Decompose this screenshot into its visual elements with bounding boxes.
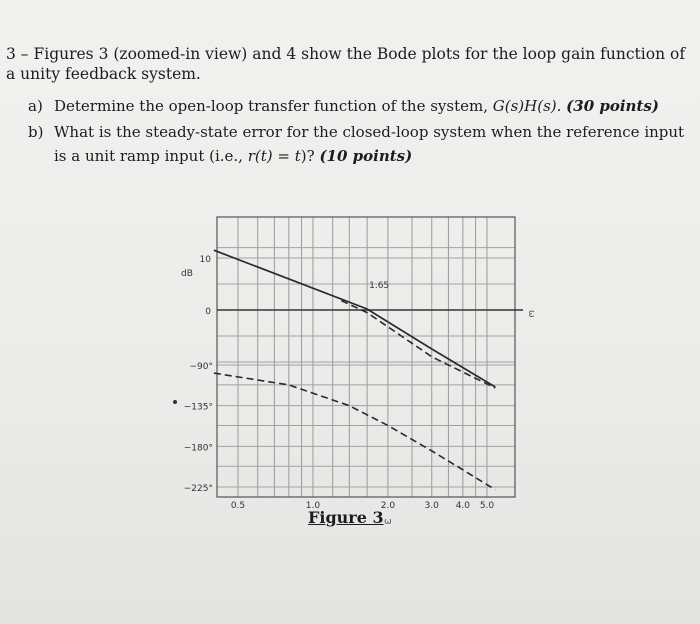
freq-tick-label: 0.5 xyxy=(230,501,246,511)
phase-tick-label: −180° xyxy=(183,443,213,454)
freq-tick-label: 5.0 xyxy=(479,501,495,511)
part-b-line2-end: )? xyxy=(300,147,315,165)
plot-labels xyxy=(181,255,536,527)
question-text: Figures 3 (zoomed-in view) and 4 show the Bode plots for the loop gain function of a unity feedback system. xyxy=(6,45,686,83)
figure-caption: Figure 3 xyxy=(308,508,384,527)
part-a-points: (30 points) xyxy=(566,97,659,115)
phase-dashed-curve xyxy=(214,373,495,490)
freq-tick-label: 4.0 xyxy=(455,501,471,511)
bode-plot-figure xyxy=(160,185,540,535)
mag-tick-label: 0 xyxy=(205,307,211,317)
part-a-text: Determine the open-loop transfer function of the system, xyxy=(54,97,493,115)
plot-curves xyxy=(214,250,495,490)
crossover-annotation: 1.65 xyxy=(369,281,390,291)
part-b-points: (10 points) xyxy=(319,147,413,165)
freq-tick-label: 1.0 xyxy=(305,501,321,511)
plot-frame xyxy=(217,217,515,497)
phase-tick-label: −225° xyxy=(183,484,213,494)
mag-tick-label: 10 xyxy=(199,255,211,265)
omega-axis-label: ω xyxy=(384,517,392,527)
question-3 xyxy=(6,44,686,84)
part-a xyxy=(28,96,688,116)
freq-tick-label: 2.0 xyxy=(380,501,396,511)
part-b-line2-text: is a unit ramp input (i.e., xyxy=(54,147,248,165)
omega-side-label: ω xyxy=(526,310,536,318)
plot-axes xyxy=(217,217,523,497)
part-a-math: G(s)H(s). xyxy=(492,97,562,115)
plot-grid xyxy=(217,217,515,497)
part-b xyxy=(28,122,688,142)
part-b-line2-math: r(t) = t xyxy=(247,147,301,165)
freq-tick-label: 3.0 xyxy=(424,501,439,511)
part-b-line2 xyxy=(54,146,700,166)
part-b-label: b) xyxy=(28,123,44,141)
part-a-label: a) xyxy=(28,97,43,115)
magnitude-solid-curve xyxy=(214,250,495,387)
question-number: 3 – xyxy=(6,45,29,63)
magnitude-dashed-curve xyxy=(341,301,495,388)
mag-unit-label: dB xyxy=(181,269,193,279)
phase-tick-label: −135° xyxy=(183,402,213,413)
part-b-text: What is the steady-state error for the closed-loop system when the reference input xyxy=(54,123,685,141)
phase-tick-label: −90° xyxy=(189,362,213,372)
